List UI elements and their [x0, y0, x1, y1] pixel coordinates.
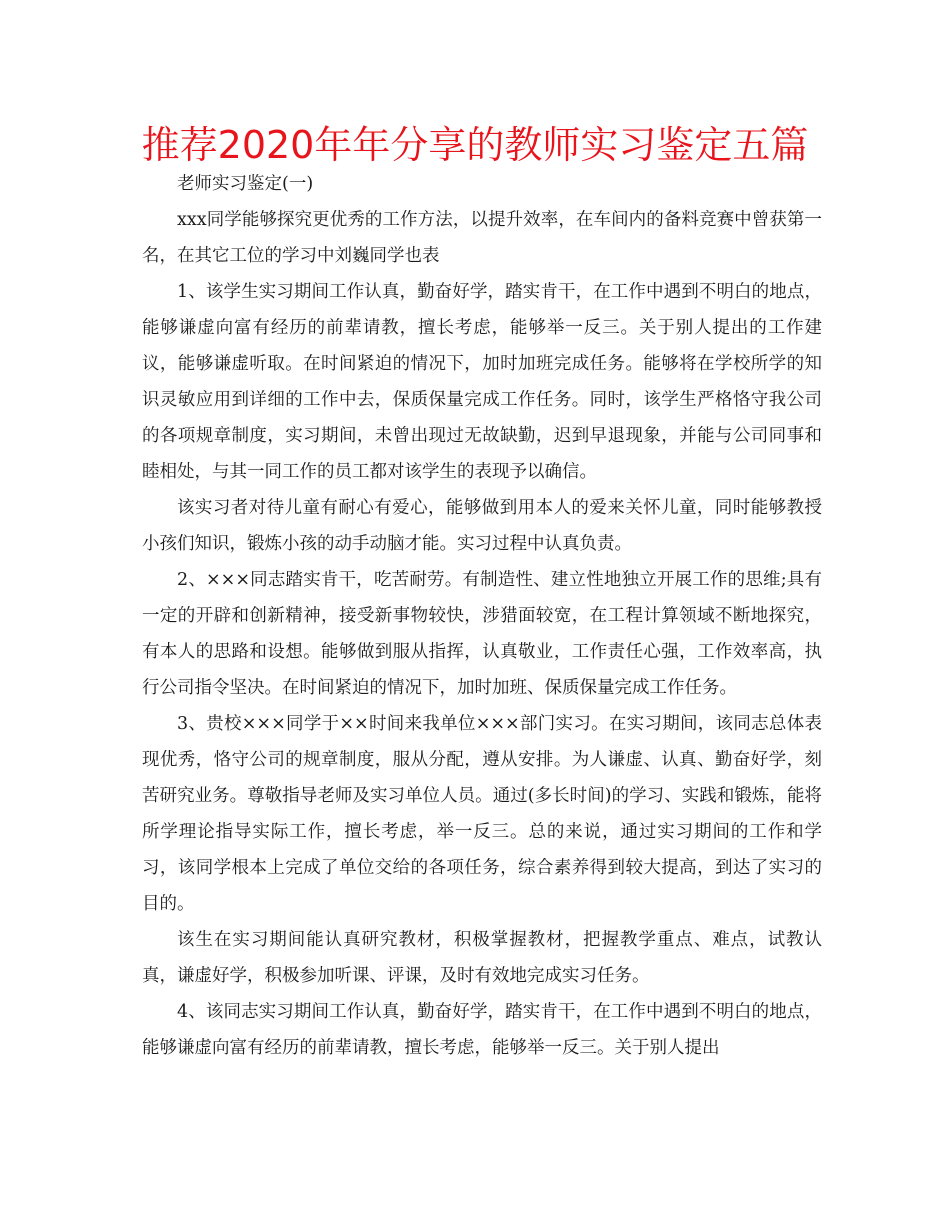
paragraph: 该生在实习期间能认真研究教材，积极掌握教材，把握教学重点、难点，试教认真，谦虚好学，积极参加听课、评课，及时有效地完成实习任务。	[142, 930, 822, 986]
document-title: 推荐2020年年分享的教师实习鉴定五篇	[141, 123, 809, 167]
paragraph: 1、该学生实习期间工作认真，勤奋好学，踏实肯干，在工作中遇到不明白的地点，能够谦虚向富有经历的前辈请教，擅长考虑，能够举一反三。关于别人提出的工作建议，能够谦虚听取。在时间紧迫的情况下，加时加班完成任务。能够将在学校所学的知识灵敏应用到详细的工作中去，保质保量完成工作任务。同时，该学生严格恪守我公司的各项规章制度，实习期间，未曾出现过无故缺勤，迟到早退现象，并能与公司同事和睦相处，与其一同工作的员工都对该学生的表现予以确信。	[142, 282, 822, 482]
paragraph: 2、×××同志踏实肯干，吃苦耐劳。有制造性、建立性地独立开展工作的思维;具有一定的开辟和创新精神，接受新事物较快，涉猎面较宽，在工程计算领域不断地探究，有本人的思路和设想。能够做到服从指挥，认真敬业，工作责任心强，工作效率高，执行公司指令坚决。在时间紧迫的情况下，加时加班、保质保量完成工作任务。	[142, 570, 822, 698]
document-body	[142, 166, 822, 1066]
paragraph: 4、该同志实习期间工作认真，勤奋好学，踏实肯干，在工作中遇到不明白的地点，能够谦虚向富有经历的前辈请教，擅长考虑，能够举一反三。关于别人提出	[142, 1002, 822, 1058]
section-heading: 老师实习鉴定(一)	[177, 174, 314, 194]
paragraph: xxx同学能够探究更优秀的工作方法，以提升效率，在车间内的备料竞赛中曾获第一名，在其它工位的学习中刘巍同学也表	[142, 210, 822, 266]
paragraph: 该实习者对待儿童有耐心有爱心，能够做到用本人的爱来关怀儿童，同时能够教授小孩们知识，锻炼小孩的动手动脑才能。实习过程中认真负责。	[142, 498, 822, 554]
paragraph: 3、贵校×××同学于××时间来我单位×××部门实习。在实习期间，该同志总体表现优秀，恪守公司的规章制度，服从分配，遵从安排。为人谦虚、认真、勤奋好学，刻苦研究业务。尊敬指导老师及实习单位人员。通过(多长时间)的学习、实践和锻炼，能将所学理论指导实际工作，擅长考虑，举一反三。总的来说，通过实习期间的工作和学习，该同学根本上完成了单位交给的各项任务，综合素养得到较大提高，到达了实习的目的。	[142, 714, 822, 914]
